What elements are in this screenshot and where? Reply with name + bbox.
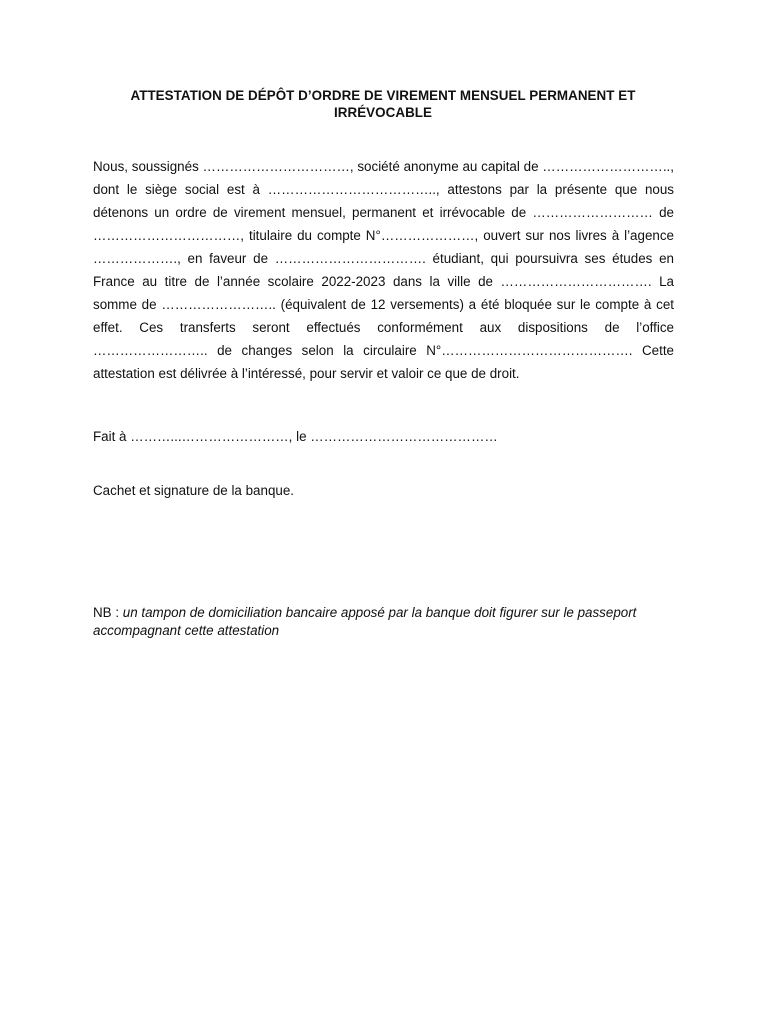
place-date-line: Fait à ………...……………………, le …………………………………… [93, 429, 498, 444]
document-title: ATTESTATION DE DÉPÔT D’ORDRE DE VIREMENT MENSUEL PERMANENT ET IRRÉVOCABLE [130, 88, 636, 120]
note [93, 604, 677, 640]
attestation-body: Nous, soussignés ……………………………, société anonyme au capital de ……………………….., dont le siège social est à ……………………………….., attestons par la présente que nous détenons un ordre de virement mensuel, permanent et irrévocable de ……………………… de ……………………………, titulaire du compte N°…………………, ouvert sur nos livres à l’agence ………………., en faveur de ……………………………. étudiant, qui poursuivra ses études en France au titre de l’année scolaire 2022-2023 dans la ville de ……………………………. La somme de …………………….. (équivalent de 12 versements) a été bloquée sur le compte à cet effet. Ces transferts seront effectués conformément aux dispositions de l’office …………………….. de changes selon la circulaire N°……………………………………. Cette attestation est délivrée à l’intéressé, pour servir et valoir ce que de droit. [93, 159, 674, 381]
note-label: NB : [93, 605, 123, 620]
signature-line: Cachet et signature de la banque. [93, 483, 295, 498]
note-text: un tampon de domiciliation bancaire apposé par la banque doit figurer sur le passeport accompagnant cette attestation [93, 605, 637, 638]
